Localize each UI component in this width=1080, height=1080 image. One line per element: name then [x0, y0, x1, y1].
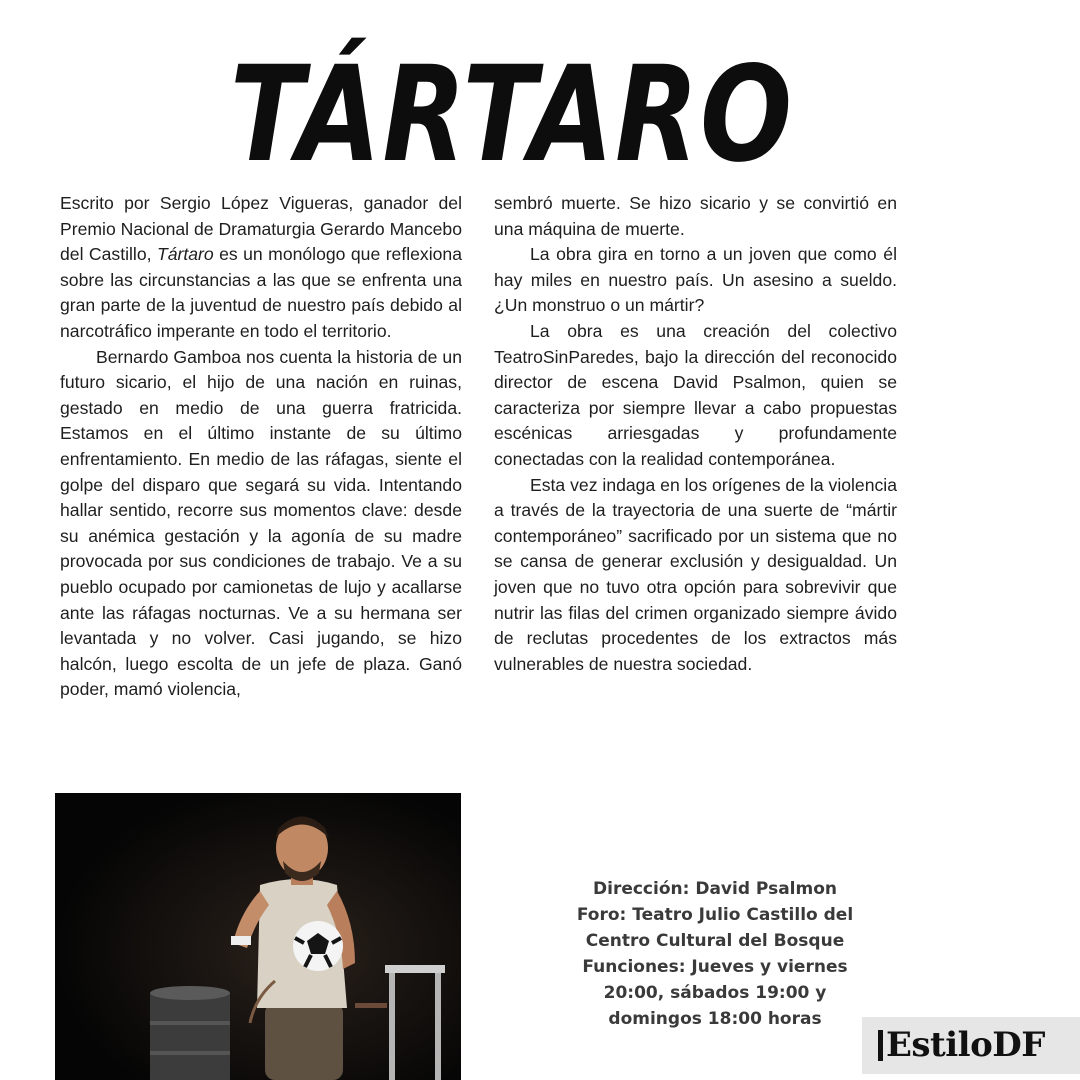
paragraph-intro: Escrito por Sergio López Vigueras, ganador del Premio Nacional de Dramaturgia Gerardo Mancebo del Castillo, Tártaro es un monólogo que reflexiona sobre las circunstancias a las que se enfrenta una gran parte de la juventud de nuestro país debido al narcotráfico imperante en todo el territorio.: [60, 193, 462, 341]
soccer-ball-icon: [293, 921, 343, 971]
actor-photo: [55, 793, 461, 1080]
logo-bar-icon: [878, 1030, 883, 1061]
play-title-italic: Tártaro: [156, 244, 214, 265]
credit-line-venue: Foro: Teatro Julio Castillo del: [576, 905, 854, 925]
credit-line-schedule: Funciones: Jueves y viernes: [582, 957, 848, 977]
paragraph-continuation: sembró muerte. Se hizo sicario y se convirtió en una máquina de muerte.: [494, 193, 897, 239]
credit-line-schedule-3: domingos 18:00 horas: [608, 1009, 822, 1029]
paragraph-theme: La obra gira en torno a un joven que como él hay miles en nuestro país. Un asesino a sueldo. ¿Un monstruo o un mártir?: [494, 244, 897, 316]
article-column-right: [494, 191, 897, 677]
show-credits: [520, 876, 910, 1032]
article-column-left: [60, 191, 462, 703]
paragraph-story: Bernardo Gamboa nos cuenta la historia de un futuro sicario, el hijo de una nación en ruinas, gestado en medio de una guerra fratricida. Estamos en el último instante de su último enfrentamiento. En medio de las ráfagas, siente el golpe del disparo que segará su vida. Intentando hallar sentido, recorre sus momentos clave: desde su anémica gestación y la agonía de su madre provocada por sus condiciones de trabajo. Ve a su pueblo ocupado por camionetas de lujo y acallarse ante las ráfagas nocturnas. Ve a su hermana ser levantada y no volver. Casi jugando, se hizo halcón, luego escolta de un jefe de plaza. Ganó poder, mamó violencia,: [60, 346, 462, 700]
paragraph-company: La obra es una creación del colectivo TeatroSinParedes, bajo la dirección del reconocido director de escena David Psalmon, quien se caracteriza por siempre llevar a cabo propuestas escénicas arriesgadas y profundamente conectadas con la realidad contemporánea.: [494, 320, 897, 469]
credit-line-venue-2: Centro Cultural del Bosque: [585, 931, 845, 951]
credit-line-schedule-2: 20:00, sábados 19:00 y: [603, 983, 827, 1003]
barrel-shape: [150, 986, 230, 1080]
estilodf-logo: [862, 1017, 1080, 1074]
paragraph-origins: Esta vez indaga en los orígenes de la violencia a través de la trayectoria de una suerte de “mártir contemporáneo” sacrificado por un sistema que no se cansa de generar exclusión y desigualdad. Un joven que no tuvo otra opción para sobrevivir que nutrir las filas del crimen organizado siempre ávido de reclutas procedentes de los extractos más vulnerables de nuestra sociedad.: [494, 474, 897, 674]
logo-text: EstiloDF: [886, 1025, 1045, 1065]
article-title: TÁRTARO: [230, 38, 794, 192]
credit-line-direction: Dirección: David Psalmon: [593, 879, 837, 899]
